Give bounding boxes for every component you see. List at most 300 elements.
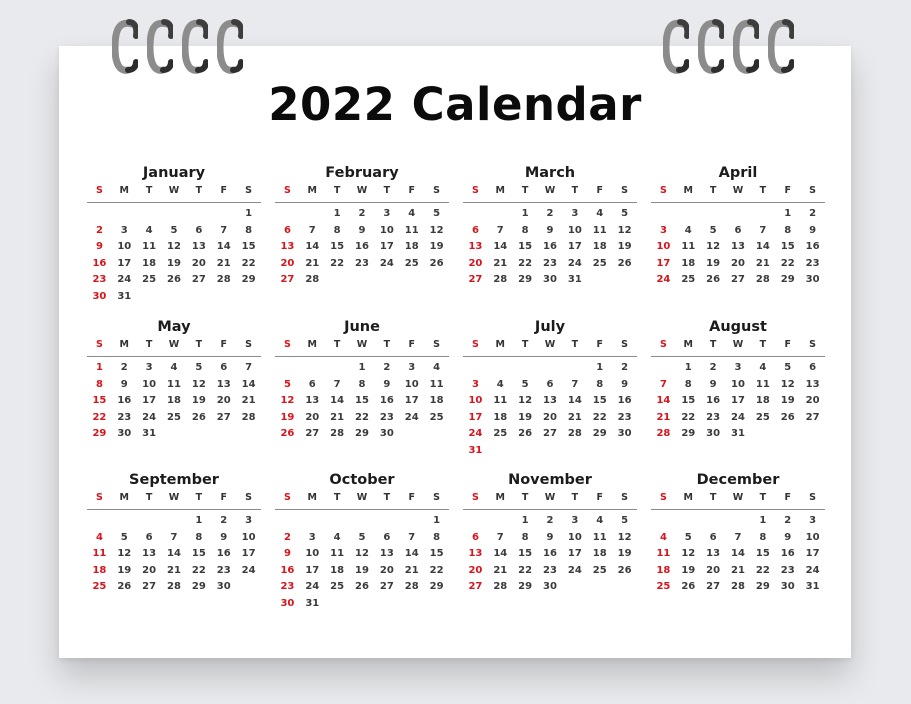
day-cell: 30 [543,274,557,286]
day-cell: 22 [92,411,107,423]
days-grid [463,360,637,460]
empty-cell [463,513,488,530]
day-cell: 24 [305,581,320,593]
day-cell: 12 [681,548,696,560]
day-cell: 19 [191,395,206,407]
day-cell: 4 [170,362,178,373]
weekday-label: W [168,339,180,350]
day-cell: 25 [592,564,607,576]
day-cell: 20 [468,257,483,269]
day-cell: 4 [659,531,667,543]
month-january [87,162,261,306]
weekday-label: W [732,492,744,503]
day-cell: 12 [355,548,369,560]
empty-cell [112,206,137,223]
day-cell: 1 [521,515,529,526]
spiral-ring-icon [768,18,794,76]
day-cell: 18 [592,548,607,560]
weekday-label: S [284,492,291,503]
weekday-label: M [683,185,693,196]
day-cell: 22 [681,411,696,423]
day-cell: 22 [518,564,533,576]
day-cell: 16 [216,548,231,560]
day-cell: 23 [92,274,107,286]
weekday-label: T [521,492,529,503]
empty-cell [112,513,137,530]
weekday-label: S [472,185,479,196]
day-cell: 4 [333,531,341,543]
day-cell: 26 [191,411,206,423]
empty-cell [750,206,775,223]
day-cell: 12 [780,378,795,390]
day-cell: 21 [305,257,320,269]
day-cell: 11 [755,378,770,390]
day-cell: 20 [305,411,320,423]
day-cell: 14 [567,395,582,407]
day-cell: 18 [142,257,157,269]
empty-cell [651,206,676,223]
day-cell: 17 [241,548,256,560]
day-cell: 24 [142,411,157,423]
day-cell: 27 [731,274,745,286]
month-september [87,469,261,596]
day-cell: 16 [92,257,107,269]
day-cell: 24 [656,274,671,286]
day-cell: 24 [241,564,256,576]
day-cell: 27 [805,411,820,423]
day-cell: 29 [681,428,696,440]
day-cell: 15 [681,395,696,407]
day-cell: 20 [379,564,394,576]
day-cell: 19 [429,241,444,253]
weekday-label: T [383,339,391,350]
day-cell: 18 [592,241,607,253]
day-cell: 8 [95,378,103,390]
day-cell: 14 [241,378,256,390]
spiral-ring-icon [112,18,138,76]
day-cell: 28 [404,581,419,593]
month-name: April [718,165,758,181]
weekday-label: T [709,339,717,350]
day-cell: 16 [379,395,394,407]
empty-cell [399,513,424,530]
day-cell: 1 [596,362,604,373]
day-cell: 26 [780,411,795,423]
day-cell: 28 [305,274,320,286]
day-cell: 15 [355,395,369,407]
day-cell: 28 [567,428,582,440]
empty-cell [676,513,701,530]
weekday-label: S [809,339,816,350]
day-cell: 21 [493,564,508,576]
day-cell: 8 [684,378,692,390]
day-cell: 10 [379,224,394,236]
day-cell: 18 [92,564,107,576]
empty-cell [325,360,350,377]
day-cell: 10 [305,548,320,560]
day-cell: 2 [358,208,366,219]
day-cell: 8 [433,531,441,543]
day-cell: 27 [305,428,320,440]
day-cell: 7 [734,531,742,543]
day-cell: 11 [330,548,345,560]
day-cell: 31 [117,290,132,302]
day-cell: 11 [142,241,157,253]
day-cell: 1 [684,362,692,373]
binding-rings-right [663,18,803,76]
day-cell: 18 [404,241,419,253]
day-cell: 12 [167,241,181,253]
day-cell: 7 [659,378,667,390]
month-name: September [129,472,219,488]
weekday-label: M [119,492,129,503]
day-cell: 21 [167,564,181,576]
day-cell: 26 [617,564,632,576]
day-cell: 23 [706,411,721,423]
weekday-label: M [119,339,129,350]
day-cell: 15 [592,395,607,407]
day-cell: 21 [755,257,770,269]
day-cell: 12 [706,241,721,253]
day-cell: 22 [518,257,533,269]
empty-cell [275,513,300,530]
month-november [463,469,637,596]
day-cell: 10 [468,395,483,407]
month-name: March [524,165,576,181]
spiral-ring-icon [217,18,243,76]
day-cell: 8 [195,531,203,543]
day-cell: 1 [195,515,203,526]
day-cell: 19 [518,411,533,423]
weekday-label: M [683,492,693,503]
day-cell: 23 [280,581,295,593]
weekday-label: W [168,492,180,503]
empty-cell [463,206,488,223]
weekday-label: W [732,185,744,196]
day-cell: 26 [617,257,632,269]
weekday-label: F [784,185,791,196]
day-cell: 7 [308,224,316,236]
day-cell: 1 [433,515,441,526]
day-cell: 6 [220,362,228,373]
day-cell: 23 [379,411,394,423]
day-cell: 11 [429,378,444,390]
weekday-label: T [571,492,579,503]
month-february [275,162,449,289]
day-cell: 16 [805,241,820,253]
day-cell: 17 [567,241,582,253]
day-cell: 8 [759,531,767,543]
day-cell: 21 [330,411,345,423]
day-cell: 19 [706,257,721,269]
day-cell: 25 [656,581,671,593]
day-cell: 17 [142,395,157,407]
day-cell: 10 [805,531,820,543]
day-cell: 18 [755,395,770,407]
day-cell: 21 [731,564,745,576]
day-cell: 12 [429,224,444,236]
weekday-label: S [284,339,291,350]
empty-cell [300,513,325,530]
day-cell: 26 [280,428,295,440]
day-cell: 8 [521,224,529,236]
day-cell: 14 [330,395,345,407]
month-name: December [696,472,780,488]
day-cell: 11 [493,395,508,407]
day-cell: 4 [433,362,441,373]
empty-cell [726,206,751,223]
day-cell: 13 [191,241,206,253]
month-may [87,316,261,443]
weekday-label: S [433,492,440,503]
weekday-label: W [356,492,368,503]
day-cell: 3 [659,224,667,236]
day-cell: 29 [191,581,206,593]
day-cell: 20 [191,257,206,269]
day-cell: 24 [404,411,419,423]
spiral-ring-icon [147,18,173,76]
empty-cell [275,206,300,223]
weekday-header [651,184,825,203]
day-cell: 8 [521,531,529,543]
day-cell: 26 [355,581,369,593]
day-cell: 15 [518,241,533,253]
days-grid [275,206,449,289]
weekday-label: W [732,339,744,350]
day-cell: 17 [404,395,419,407]
day-cell: 6 [809,362,817,373]
weekday-label: S [809,185,816,196]
month-october [275,469,449,613]
weekday-label: F [784,492,791,503]
day-cell: 20 [216,395,231,407]
day-cell: 6 [734,224,742,236]
day-cell: 4 [408,208,416,219]
days-grid [87,513,261,596]
weekday-label: S [96,185,103,196]
day-cell: 4 [95,531,103,543]
weekday-label: M [495,185,505,196]
spiral-ring-icon [182,18,208,76]
empty-cell [137,513,162,530]
day-cell: 3 [471,378,479,390]
weekday-label: T [145,339,153,350]
day-cell: 19 [617,241,632,253]
day-cell: 11 [92,548,107,560]
day-cell: 5 [684,531,692,543]
day-cell: 6 [471,531,479,543]
day-cell: 7 [170,531,178,543]
weekday-header [87,184,261,203]
day-cell: 12 [280,395,295,407]
day-cell: 27 [280,274,295,286]
weekday-label: F [596,185,603,196]
day-cell: 26 [167,274,181,286]
day-cell: 16 [543,241,557,253]
day-cell: 9 [546,531,554,543]
day-cell: 30 [92,290,107,302]
month-december [651,469,825,596]
day-cell: 7 [571,378,579,390]
day-cell: 6 [383,531,391,543]
weekday-label: S [660,185,667,196]
empty-cell [463,360,488,377]
month-name: February [325,165,399,181]
day-cell: 22 [191,564,206,576]
day-cell: 18 [330,564,345,576]
day-cell: 28 [493,274,508,286]
day-cell: 25 [681,274,696,286]
day-cell: 9 [709,378,717,390]
day-cell: 6 [471,224,479,236]
weekday-label: T [383,492,391,503]
empty-cell [651,513,676,530]
weekday-label: M [307,185,317,196]
day-cell: 9 [95,241,103,253]
day-cell: 9 [784,531,792,543]
day-cell: 1 [784,208,792,219]
empty-cell [651,360,676,377]
day-cell: 25 [330,581,345,593]
empty-cell [300,360,325,377]
empty-cell [562,360,587,377]
day-cell: 6 [546,378,554,390]
day-cell: 29 [518,274,533,286]
empty-cell [162,206,187,223]
empty-cell [726,513,751,530]
day-cell: 6 [308,378,316,390]
weekday-label: S [96,339,103,350]
day-cell: 18 [429,395,444,407]
day-cell: 25 [404,257,419,269]
weekday-label: T [759,339,767,350]
day-cell: 16 [617,395,632,407]
day-cell: 1 [245,208,253,219]
day-cell: 31 [805,581,820,593]
empty-cell [186,206,211,223]
weekday-label: M [495,492,505,503]
day-cell: 4 [496,378,504,390]
day-cell: 23 [543,564,557,576]
month-name: October [329,472,395,488]
empty-cell [137,206,162,223]
weekday-label: F [408,339,415,350]
day-cell: 25 [493,428,508,440]
day-cell: 26 [706,274,721,286]
day-cell: 29 [92,428,107,440]
day-cell: 20 [280,257,295,269]
weekday-label: T [759,492,767,503]
day-cell: 20 [468,564,483,576]
day-cell: 7 [496,224,504,236]
days-grid [275,360,449,443]
day-cell: 7 [245,362,253,373]
weekday-label: M [683,339,693,350]
day-cell: 22 [755,564,770,576]
day-cell: 2 [784,515,792,526]
day-cell: 12 [617,531,632,543]
day-cell: 25 [755,411,770,423]
empty-cell [538,360,563,377]
day-cell: 9 [120,378,128,390]
weekday-label: S [621,185,628,196]
month-july [463,316,637,460]
day-cell: 17 [567,548,582,560]
month-august [651,316,825,443]
weekday-label: W [544,339,556,350]
day-cell: 29 [518,581,533,593]
weekday-label: M [119,185,129,196]
day-cell: 25 [592,257,607,269]
weekday-label: T [333,185,341,196]
day-cell: 2 [120,362,128,373]
day-cell: 17 [805,548,820,560]
day-cell: 30 [617,428,632,440]
weekday-label: S [245,339,252,350]
day-cell: 20 [706,564,721,576]
day-cell: 13 [805,378,820,390]
spiral-ring-icon [663,18,689,76]
empty-cell [701,206,726,223]
weekday-label: F [784,339,791,350]
day-cell: 3 [383,208,391,219]
day-cell: 14 [216,241,231,253]
day-cell: 8 [358,378,366,390]
day-cell: 3 [571,208,579,219]
day-cell: 4 [596,208,604,219]
day-cell: 13 [543,395,557,407]
day-cell: 13 [706,548,721,560]
weekday-label: S [284,185,291,196]
day-cell: 30 [280,597,295,609]
day-cell: 26 [429,257,444,269]
day-cell: 3 [308,531,316,543]
day-cell: 31 [142,428,157,440]
day-cell: 19 [355,564,369,576]
day-cell: 5 [283,378,291,390]
weekday-label: T [195,185,203,196]
day-cell: 24 [567,257,582,269]
day-cell: 19 [681,564,696,576]
day-cell: 12 [617,224,632,236]
weekday-label: T [145,185,153,196]
weekday-header [651,338,825,357]
day-cell: 15 [191,548,206,560]
day-cell: 30 [379,428,394,440]
weekday-label: S [472,492,479,503]
day-cell: 8 [245,224,253,236]
empty-cell [325,513,350,530]
weekday-label: T [145,492,153,503]
day-cell: 29 [429,581,444,593]
weekday-label: S [660,339,667,350]
day-cell: 22 [780,257,795,269]
day-cell: 29 [755,581,770,593]
day-cell: 24 [731,411,745,423]
day-cell: 31 [731,428,745,440]
month-name: July [534,319,566,335]
day-cell: 15 [241,241,256,253]
page-title: 2022 Calendar [268,78,642,131]
day-cell: 10 [567,224,582,236]
day-cell: 21 [216,257,231,269]
day-cell: 28 [493,581,508,593]
weekday-header [275,491,449,510]
day-cell: 15 [518,548,533,560]
day-cell: 18 [656,564,671,576]
day-cell: 30 [706,428,721,440]
day-cell: 24 [468,428,483,440]
